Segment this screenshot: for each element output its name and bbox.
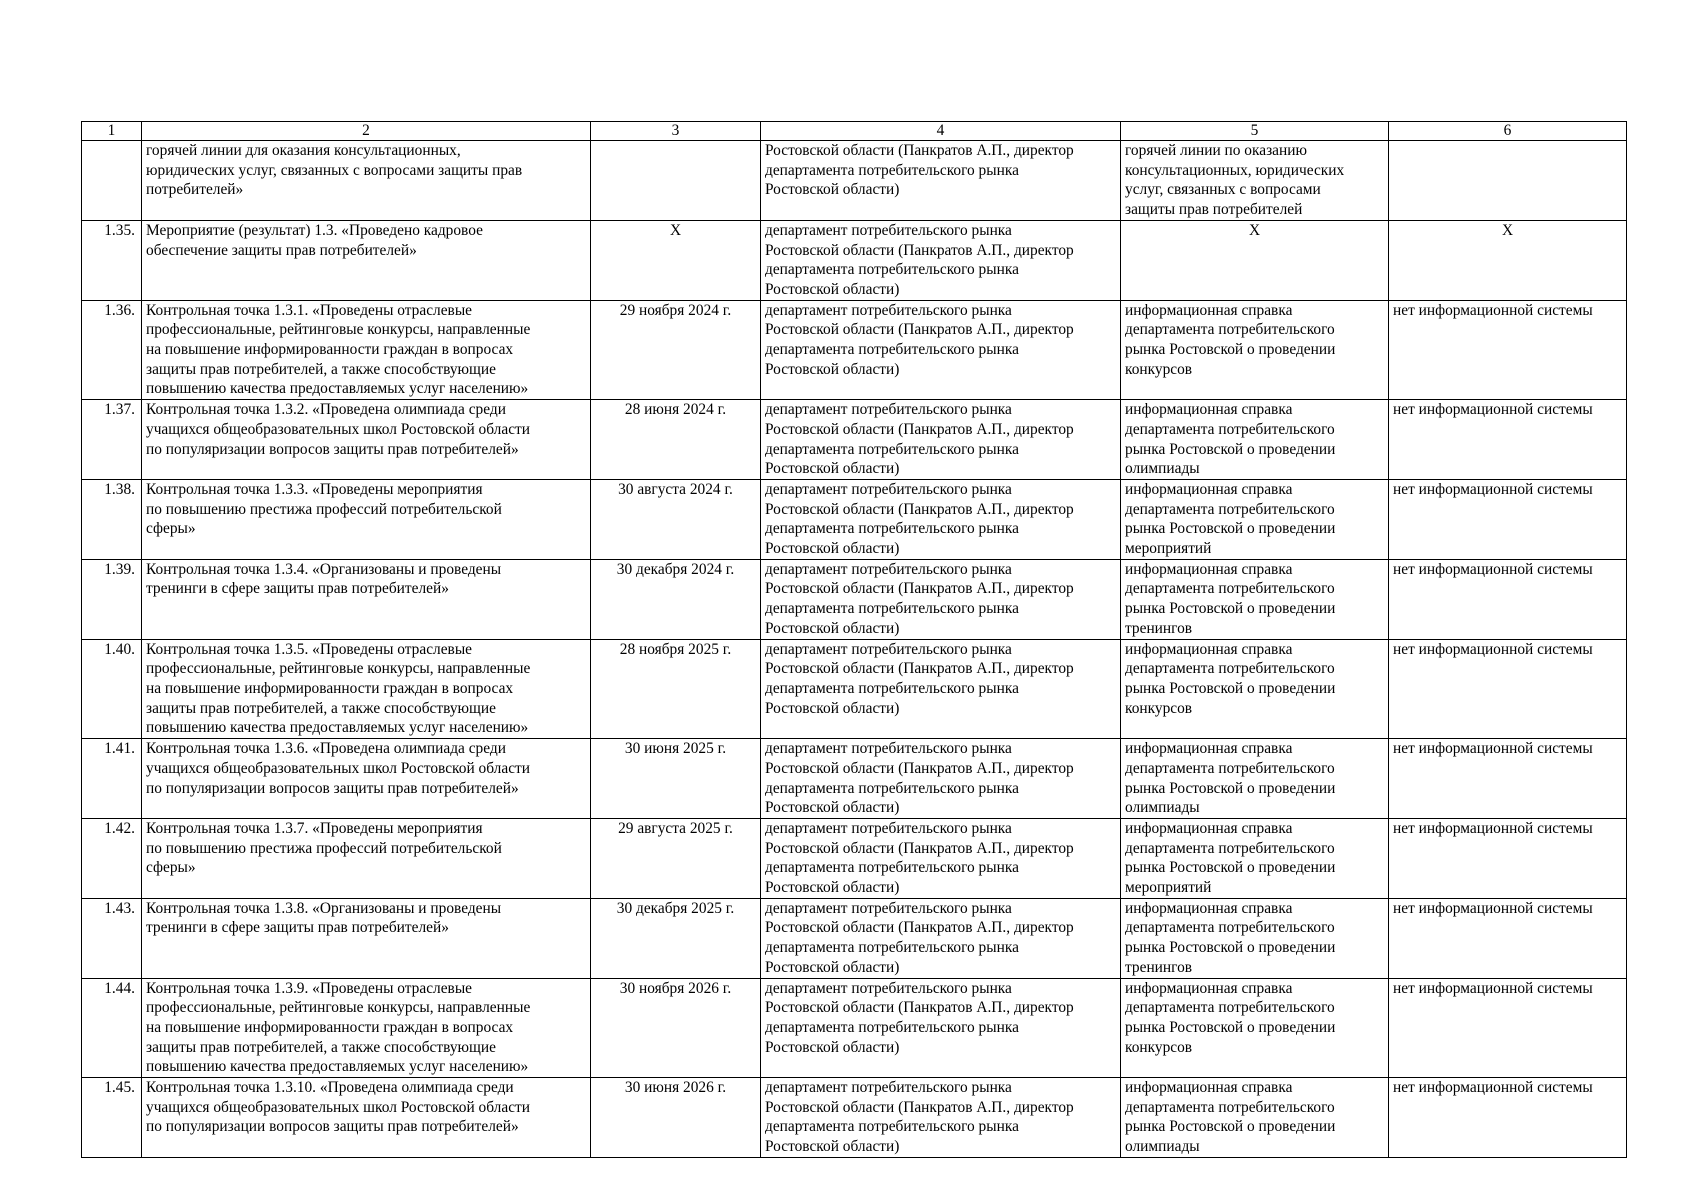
- row-number-cell: 1.40.: [82, 639, 142, 739]
- description-cell: [142, 400, 591, 480]
- cell-text-line: департамент потребительского рынка: [765, 640, 1012, 658]
- cell-text-line: Ростовской области (Панкратов А.П., директор: [765, 321, 1074, 339]
- deadline-cell: 30 июня 2026 г.: [591, 1078, 761, 1158]
- document-cell: [1121, 141, 1389, 221]
- cell-text-line: услуг, связанных с вопросами: [1125, 181, 1321, 199]
- cell-text-line: информационная справка: [1125, 401, 1293, 419]
- cell-text-line: Ростовской области (Панкратов А.П., директор: [765, 839, 1074, 857]
- cell-text-line: обеспечение защиты прав потребителей»: [146, 241, 417, 259]
- cell-text-line: олимпиады: [1125, 1138, 1200, 1156]
- table-row: [82, 141, 1627, 221]
- cell-text-line: департамента потребительского рынка: [765, 341, 1019, 359]
- cell-text-line: сферы»: [146, 520, 196, 538]
- table-row: [82, 978, 1627, 1078]
- column-number-4: 4: [761, 122, 1121, 141]
- cell-text-line: рынка Ростовской о проведении: [1125, 1018, 1336, 1036]
- cell-text-line: профессиональные, рейтинговые конкурсы, направленные: [146, 660, 531, 678]
- cell-text-line: конкурсов: [1125, 360, 1193, 378]
- column-number-1: 1: [82, 122, 142, 141]
- information-system-cell: нет информационной системы: [1389, 559, 1627, 639]
- information-system-cell: нет информационной системы: [1389, 978, 1627, 1078]
- deadline-cell: 30 июня 2025 г.: [591, 739, 761, 819]
- cell-text-line: департамент потребительского рынка: [765, 221, 1012, 239]
- cell-text-line: департамента потребительского рынка: [765, 440, 1019, 458]
- cell-text-line: департамент потребительского рынка: [765, 480, 1012, 498]
- cell-text-line: юридических услуг, связанных с вопросами защиты прав: [146, 161, 523, 179]
- cell-text-line: департамента потребительского рынка: [765, 1118, 1019, 1136]
- cell-text-line: департамент потребительского рынка: [765, 979, 1012, 997]
- cell-text-line: мероприятий: [1125, 879, 1212, 897]
- cell-text-line: рынка Ростовской о проведении: [1125, 779, 1336, 797]
- cell-text-line: Ростовской области): [765, 181, 900, 199]
- cell-text-line: тренингов: [1125, 958, 1193, 976]
- row-number-cell: 1.37.: [82, 400, 142, 480]
- cell-text-line: горячей линии для оказания консультационных,: [146, 142, 461, 159]
- responsible-cell: [761, 1078, 1121, 1158]
- cell-text-line: защиты прав потребителей, а также способствующие: [146, 1038, 496, 1056]
- cell-text-line: департамента потребительского: [1125, 839, 1335, 857]
- description-cell: [142, 639, 591, 739]
- cell-text-line: информационная справка: [1125, 740, 1293, 758]
- cell-text-line: департамента потребительского рынка: [765, 1018, 1019, 1036]
- cell-text-line: информационная справка: [1125, 640, 1293, 658]
- cell-text-line: департамента потребительского рынка: [765, 679, 1019, 697]
- deadline-cell: 30 ноября 2026 г.: [591, 978, 761, 1078]
- cell-text-line: Ростовской области (Панкратов А.П., директор: [765, 660, 1074, 678]
- description-cell: [142, 300, 591, 400]
- column-number-row: [82, 122, 1627, 141]
- cell-text-line: Контрольная точка 1.3.1. «Проведены отраслевые: [146, 301, 472, 319]
- cell-text-line: Ростовской области (Панкратов А.П., директор: [765, 1098, 1074, 1116]
- description-cell: [142, 479, 591, 559]
- cell-text-line: Ростовской области): [765, 540, 900, 558]
- document-cell: [1121, 1078, 1389, 1158]
- responsible-cell: [761, 400, 1121, 480]
- cell-text-line: олимпиады: [1125, 460, 1200, 478]
- control-points-table: [81, 121, 1627, 1158]
- document-cell: [1121, 739, 1389, 819]
- cell-text-line: Ростовской области): [765, 1138, 900, 1156]
- responsible-cell: [761, 818, 1121, 898]
- row-number-cell: 1.39.: [82, 559, 142, 639]
- cell-text-line: повышению качества предоставляемых услуг населению»: [146, 1058, 529, 1076]
- deadline-cell: Х: [591, 220, 761, 300]
- cell-text-line: горячей линии по оказанию: [1125, 142, 1307, 159]
- cell-text-line: Ростовской области (Панкратов А.П., директор: [765, 500, 1074, 518]
- cell-text-line: информационная справка: [1125, 301, 1293, 319]
- responsible-cell: [761, 220, 1121, 300]
- responsible-cell: [761, 639, 1121, 739]
- cell-text-line: Контрольная точка 1.3.7. «Проведены мероприятия: [146, 819, 483, 837]
- information-system-cell: нет информационной системы: [1389, 1078, 1627, 1158]
- description-cell: [142, 1078, 591, 1158]
- table-row: [82, 300, 1627, 400]
- cell-text-line: Мероприятие (результат) 1.3. «Проведено кадровое: [146, 221, 483, 239]
- cell-text-line: Х: [1248, 221, 1261, 239]
- information-system-cell: нет информационной системы: [1389, 898, 1627, 978]
- cell-text-line: департамент потребительского рынка: [765, 301, 1012, 319]
- table-body: [82, 141, 1627, 1158]
- cell-text-line: защиты прав потребителей: [1125, 201, 1303, 219]
- cell-text-line: Контрольная точка 1.3.3. «Проведены мероприятия: [146, 480, 483, 498]
- cell-text-line: тренинги в сфере защиты прав потребителей»: [146, 580, 449, 598]
- cell-text-line: защиты прав потребителей, а также способствующие: [146, 360, 496, 378]
- cell-text-line: департамента потребительского: [1125, 919, 1335, 937]
- cell-text-line: департамента потребительского: [1125, 1098, 1335, 1116]
- information-system-cell: нет информационной системы: [1389, 479, 1627, 559]
- cell-text-line: тренингов: [1125, 619, 1193, 637]
- cell-text-line: по популяризации вопросов защиты прав потребителей»: [146, 1118, 519, 1136]
- cell-text-line: Ростовской области): [765, 1038, 900, 1056]
- cell-text-line: информационная справка: [1125, 1079, 1293, 1097]
- cell-text-line: департамента потребительского рынка: [765, 261, 1019, 279]
- document-cell: [1121, 639, 1389, 739]
- cell-text-line: информационная справка: [1125, 979, 1293, 997]
- cell-text-line: департамента потребительского: [1125, 580, 1335, 598]
- cell-text-line: рынка Ростовской о проведении: [1125, 520, 1336, 538]
- cell-text-line: консультационных, юридических: [1125, 161, 1345, 179]
- description-cell: [142, 898, 591, 978]
- cell-text-line: Ростовской области (Панкратов А.П., директор: [765, 241, 1074, 259]
- cell-text-line: сферы»: [146, 859, 196, 877]
- cell-text-line: Ростовской области): [765, 958, 900, 976]
- document-cell: [1121, 978, 1389, 1078]
- deadline-cell: 30 декабря 2024 г.: [591, 559, 761, 639]
- cell-text-line: повышению качества предоставляемых услуг населению»: [146, 719, 529, 737]
- cell-text-line: департамент потребительского рынка: [765, 819, 1012, 837]
- description-cell: [142, 220, 591, 300]
- cell-text-line: департамента потребительского: [1125, 660, 1335, 678]
- information-system-cell: нет информационной системы: [1389, 639, 1627, 739]
- table-row: [82, 739, 1627, 819]
- cell-text-line: по популяризации вопросов защиты прав потребителей»: [146, 440, 519, 458]
- responsible-cell: [761, 141, 1121, 221]
- cell-text-line: департамент потребительского рынка: [765, 740, 1012, 758]
- cell-text-line: Ростовской области): [765, 699, 900, 717]
- cell-text-line: Ростовской области): [765, 879, 900, 897]
- cell-text-line: департамент потребительского рынка: [765, 899, 1012, 917]
- cell-text-line: Ростовской области (Панкратов А.П., директор: [765, 999, 1074, 1017]
- cell-text-line: рынка Ростовской о проведении: [1125, 859, 1336, 877]
- table-row: [82, 898, 1627, 978]
- column-number-5: 5: [1121, 122, 1389, 141]
- row-number-cell: 1.36.: [82, 300, 142, 400]
- cell-text-line: департамента потребительского: [1125, 420, 1335, 438]
- table-row: [82, 559, 1627, 639]
- cell-text-line: департамента потребительского рынка: [765, 939, 1019, 957]
- cell-text-line: информационная справка: [1125, 899, 1293, 917]
- cell-text-line: Контрольная точка 1.3.4. «Организованы и проведены: [146, 560, 502, 578]
- cell-text-line: департамента потребительского: [1125, 321, 1335, 339]
- cell-text-line: рынка Ростовской о проведении: [1125, 600, 1336, 618]
- cell-text-line: департамента потребительского: [1125, 500, 1335, 518]
- responsible-cell: [761, 479, 1121, 559]
- cell-text-line: Контрольная точка 1.3.8. «Организованы и проведены: [146, 899, 502, 917]
- cell-text-line: на повышение информированности граждан в вопросах: [146, 1018, 514, 1036]
- cell-text-line: Ростовской области (Панкратов А.П., директор: [765, 580, 1074, 598]
- document-cell: [1121, 479, 1389, 559]
- cell-text-line: департамента потребительского: [1125, 999, 1335, 1017]
- table-row: [82, 220, 1627, 300]
- cell-text-line: Контрольная точка 1.3.2. «Проведена олимпиада среди: [146, 401, 506, 419]
- table-row: [82, 479, 1627, 559]
- cell-text-line: олимпиады: [1125, 799, 1200, 817]
- cell-text-line: рынка Ростовской о проведении: [1125, 440, 1336, 458]
- deadline-cell: 29 ноября 2024 г.: [591, 300, 761, 400]
- cell-text-line: департамента потребительского рынка: [765, 161, 1019, 179]
- row-number-cell: 1.43.: [82, 898, 142, 978]
- cell-text-line: рынка Ростовской о проведении: [1125, 679, 1336, 697]
- description-cell: [142, 978, 591, 1078]
- row-number-cell: 1.44.: [82, 978, 142, 1078]
- cell-text-line: Контрольная точка 1.3.9. «Проведены отраслевые: [146, 979, 472, 997]
- cell-text-line: департамента потребительского: [1125, 759, 1335, 777]
- cell-text-line: мероприятий: [1125, 540, 1212, 558]
- row-number-cell: 1.45.: [82, 1078, 142, 1158]
- information-system-cell: нет информационной системы: [1389, 400, 1627, 480]
- deadline-cell: 29 августа 2025 г.: [591, 818, 761, 898]
- responsible-cell: [761, 559, 1121, 639]
- cell-text-line: по популяризации вопросов защиты прав потребителей»: [146, 779, 519, 797]
- cell-text-line: департамента потребительского рынка: [765, 859, 1019, 877]
- row-number-cell: 1.42.: [82, 818, 142, 898]
- description-cell: [142, 818, 591, 898]
- cell-text-line: Ростовской области (Панкратов А.П., директор: [765, 759, 1074, 777]
- document-cell: [1121, 300, 1389, 400]
- cell-text-line: информационная справка: [1125, 560, 1293, 578]
- deadline-cell: 28 ноября 2025 г.: [591, 639, 761, 739]
- cell-text-line: учащихся общеобразовательных школ Ростовской области: [146, 759, 530, 777]
- row-number-cell: [82, 141, 142, 221]
- cell-text-line: профессиональные, рейтинговые конкурсы, направленные: [146, 321, 531, 339]
- document-cell: [1121, 559, 1389, 639]
- document-cell: [1121, 818, 1389, 898]
- cell-text-line: Ростовской области): [765, 360, 900, 378]
- cell-text-line: Ростовской области): [765, 460, 900, 478]
- cell-text-line: Ростовской области (Панкратов А.П., директор: [765, 142, 1074, 159]
- responsible-cell: [761, 300, 1121, 400]
- description-cell: [142, 739, 591, 819]
- cell-text-line: по повышению престижа профессий потребительской: [146, 839, 502, 857]
- cell-text-line: по повышению престижа профессий потребительской: [146, 500, 502, 518]
- cell-text-line: информационная справка: [1125, 480, 1293, 498]
- document-cell: [1121, 220, 1389, 300]
- deadline-cell: 28 июня 2024 г.: [591, 400, 761, 480]
- column-number-3: 3: [591, 122, 761, 141]
- cell-text-line: рынка Ростовской о проведении: [1125, 939, 1336, 957]
- cell-text-line: Ростовской области): [765, 799, 900, 817]
- cell-text-line: конкурсов: [1125, 699, 1193, 717]
- deadline-cell: [591, 141, 761, 221]
- table-row: [82, 400, 1627, 480]
- row-number-cell: 1.38.: [82, 479, 142, 559]
- cell-text-line: тренинги в сфере защиты прав потребителей»: [146, 919, 449, 937]
- cell-text-line: Ростовской области (Панкратов А.П., директор: [765, 919, 1074, 937]
- cell-text-line: Контрольная точка 1.3.6. «Проведена олимпиада среди: [146, 740, 506, 758]
- document-cell: [1121, 400, 1389, 480]
- cell-text-line: Ростовской области (Панкратов А.П., директор: [765, 420, 1074, 438]
- cell-text-line: информационная справка: [1125, 819, 1293, 837]
- cell-text-line: департамент потребительского рынка: [765, 560, 1012, 578]
- cell-text-line: Контрольная точка 1.3.10. «Проведена олимпиада среди: [146, 1079, 514, 1097]
- cell-text-line: департамент потребительского рынка: [765, 401, 1012, 419]
- cell-text-line: на повышение информированности граждан в вопросах: [146, 679, 514, 697]
- table-row: [82, 639, 1627, 739]
- cell-text-line: защиты прав потребителей, а также способствующие: [146, 699, 496, 717]
- cell-text-line: конкурсов: [1125, 1038, 1193, 1056]
- cell-text-line: департамента потребительского рынка: [765, 779, 1019, 797]
- responsible-cell: [761, 739, 1121, 819]
- cell-text-line: учащихся общеобразовательных школ Ростовской области: [146, 1098, 530, 1116]
- row-number-cell: 1.35.: [82, 220, 142, 300]
- cell-text-line: Ростовской области): [765, 280, 900, 298]
- cell-text-line: рынка Ростовской о проведении: [1125, 1118, 1336, 1136]
- information-system-cell: нет информационной системы: [1389, 739, 1627, 819]
- cell-text-line: департамент потребительского рынка: [765, 1079, 1012, 1097]
- cell-text-line: департамента потребительского рынка: [765, 520, 1019, 538]
- cell-text-line: профессиональные, рейтинговые конкурсы, направленные: [146, 999, 531, 1017]
- responsible-cell: [761, 978, 1121, 1078]
- deadline-cell: 30 декабря 2025 г.: [591, 898, 761, 978]
- table-row: [82, 818, 1627, 898]
- responsible-cell: [761, 898, 1121, 978]
- cell-text-line: на повышение информированности граждан в вопросах: [146, 341, 514, 359]
- deadline-cell: 30 августа 2024 г.: [591, 479, 761, 559]
- cell-text-line: потребителей»: [146, 181, 244, 199]
- information-system-cell: Х: [1389, 220, 1627, 300]
- cell-text-line: департамента потребительского рынка: [765, 600, 1019, 618]
- column-number-6: 6: [1389, 122, 1627, 141]
- cell-text-line: Ростовской области): [765, 619, 900, 637]
- information-system-cell: нет информационной системы: [1389, 300, 1627, 400]
- document-cell: [1121, 898, 1389, 978]
- information-system-cell: [1389, 141, 1627, 221]
- cell-text-line: учащихся общеобразовательных школ Ростовской области: [146, 420, 530, 438]
- description-cell: [142, 559, 591, 639]
- row-number-cell: 1.41.: [82, 739, 142, 819]
- information-system-cell: нет информационной системы: [1389, 818, 1627, 898]
- cell-text-line: Контрольная точка 1.3.5. «Проведены отраслевые: [146, 640, 472, 658]
- column-number-2: 2: [142, 122, 591, 141]
- cell-text-line: рынка Ростовской о проведении: [1125, 341, 1336, 359]
- table-row: [82, 1078, 1627, 1158]
- description-cell: [142, 141, 591, 221]
- cell-text-line: повышению качества предоставляемых услуг населению»: [146, 380, 529, 398]
